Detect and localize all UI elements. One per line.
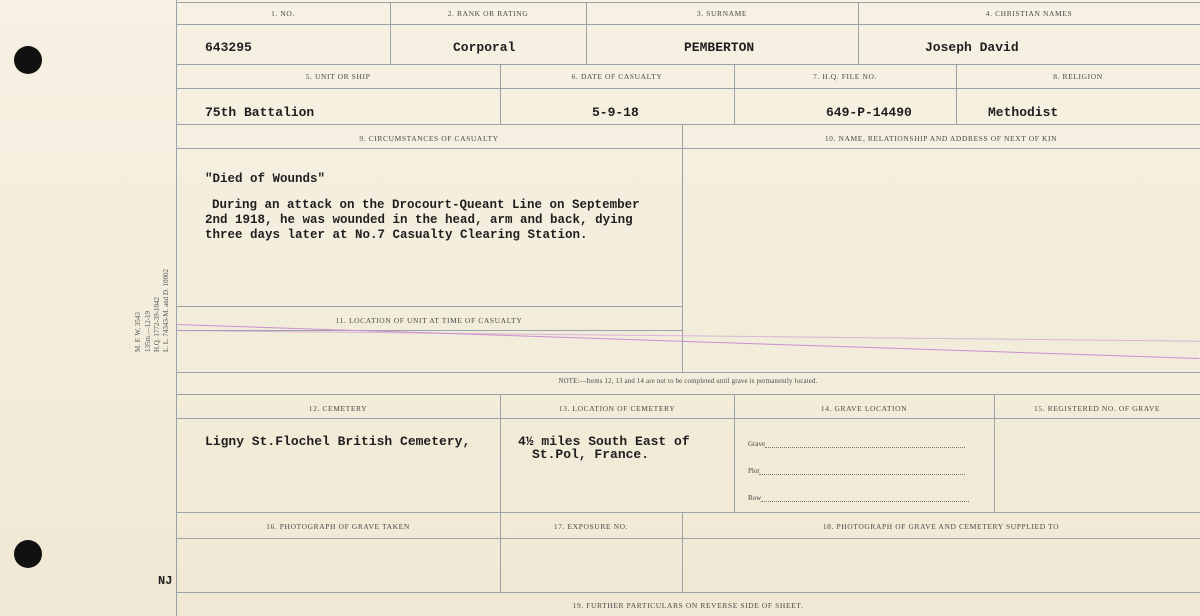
value-surname: PEMBERTON: [684, 40, 755, 55]
label-unit: 5. UNIT OR SHIP: [305, 72, 371, 81]
grave-field: [748, 440, 965, 448]
value-christian-names: Joseph David: [925, 40, 1019, 55]
value-location-cemetery-line1: 4½ miles South East of: [518, 434, 690, 449]
punch-hole-top: [14, 46, 42, 74]
value-religion: Methodist: [988, 105, 1059, 120]
punch-hole-bottom: [14, 540, 42, 568]
side-print-line4: L. L. 74343-M. and D. 10002: [162, 268, 170, 352]
value-hq-file: 649-P-14490: [826, 105, 912, 120]
label-photo-taken: 16. PHOTOGRAPH OF GRAVE TAKEN: [266, 522, 410, 531]
label-location-unit: 11. LOCATION OF UNIT AT TIME OF CASUALTY: [335, 316, 523, 325]
rule-row2-end: [176, 124, 1200, 125]
grave-field-label: Grave: [748, 440, 766, 448]
value-no: 643295: [205, 40, 252, 55]
note-items: NOTE:—Items 12, 13 and 14 are not to be completed until grave is permanently located.: [558, 378, 818, 385]
label-further-particulars: 19. FURTHER PARTICULARS ON REVERSE SIDE OF SHEET.: [572, 601, 804, 610]
value-date-casualty: 5-9-18: [592, 105, 639, 120]
rule-top: [176, 2, 1200, 3]
rule-row5-end: [176, 592, 1200, 593]
label-hq-file: 7. H.Q. FILE NO.: [813, 72, 877, 81]
label-location-cemetery: 13. LOCATION OF CEMETERY: [558, 404, 676, 413]
value-circumstances-line3: three days later at No.7 Casualty Clearing Station.: [205, 228, 588, 242]
rule-row1-end: [176, 64, 1200, 65]
label-religion: 8. RELIGION: [1053, 72, 1103, 81]
value-location-cemetery-line2: St.Pol, France.: [532, 447, 650, 462]
value-circumstances-line2: 2nd 1918, he was wounded in the head, arm and back, dying: [205, 213, 633, 227]
side-print-line3: H.Q. 1772-39-1042: [153, 296, 161, 352]
plot-field: [748, 467, 965, 475]
label-photo-supplied: 18. PHOTOGRAPH OF GRAVE AND CEMETERY SUPPLIED TO: [822, 522, 1060, 531]
value-circumstances-title: "Died of Wounds": [205, 172, 326, 186]
label-cemetery: 12. CEMETERY: [308, 404, 368, 413]
plot-field-label: Plot: [748, 467, 760, 475]
label-rank: 2. RANK OR RATING: [447, 9, 529, 18]
rule-row1-header: [176, 24, 1200, 25]
label-circumstances: 9. CIRCUMSTANCES OF CASUALTY: [359, 134, 499, 143]
row-field-label: Row: [748, 494, 762, 502]
label-no: 1. NO.: [271, 9, 295, 18]
pink-rule-2: [176, 330, 1200, 342]
margin-initials: NJ: [158, 574, 173, 588]
label-surname: 3. SURNAME: [696, 9, 748, 18]
rule-row5-header: [176, 538, 1200, 539]
label-date-casualty: 6. DATE OF CASUALTY: [571, 72, 663, 81]
label-exposure-no: 17. EXPOSURE NO.: [553, 522, 629, 531]
rule-row2-header: [176, 88, 1200, 89]
rule-row4-end: [176, 512, 1200, 513]
value-cemetery: Ligny St.Flochel British Cemetery,: [205, 434, 471, 449]
label-grave-location: 14. GRAVE LOCATION: [820, 404, 908, 413]
rule-note-end: [176, 394, 1200, 395]
rule-row3-split: [176, 306, 682, 307]
label-registered-no: 15. REGISTERED NO. OF GRAVE: [1033, 404, 1161, 413]
rule-row3-end: [176, 372, 1200, 373]
rule-row4-header: [176, 418, 1200, 419]
value-rank: Corporal: [453, 40, 516, 55]
rule-row3-header: [176, 148, 1200, 149]
pink-rule-1: [176, 324, 1199, 359]
value-unit: 75th Battalion: [205, 105, 315, 120]
row-field: [748, 494, 969, 502]
label-next-of-kin: 10. NAME, RELATIONSHIP AND ADDRESS OF NEXT OF KIN: [824, 134, 1058, 143]
label-christian-names: 4. CHRISTIAN NAMES: [985, 9, 1073, 18]
side-print-line1: M. F. W. 3543: [134, 312, 142, 352]
value-circumstances-line1: During an attack on the Drocourt-Queant Line on September: [212, 198, 640, 212]
side-print-line2: 135m.—12-19: [144, 310, 152, 352]
